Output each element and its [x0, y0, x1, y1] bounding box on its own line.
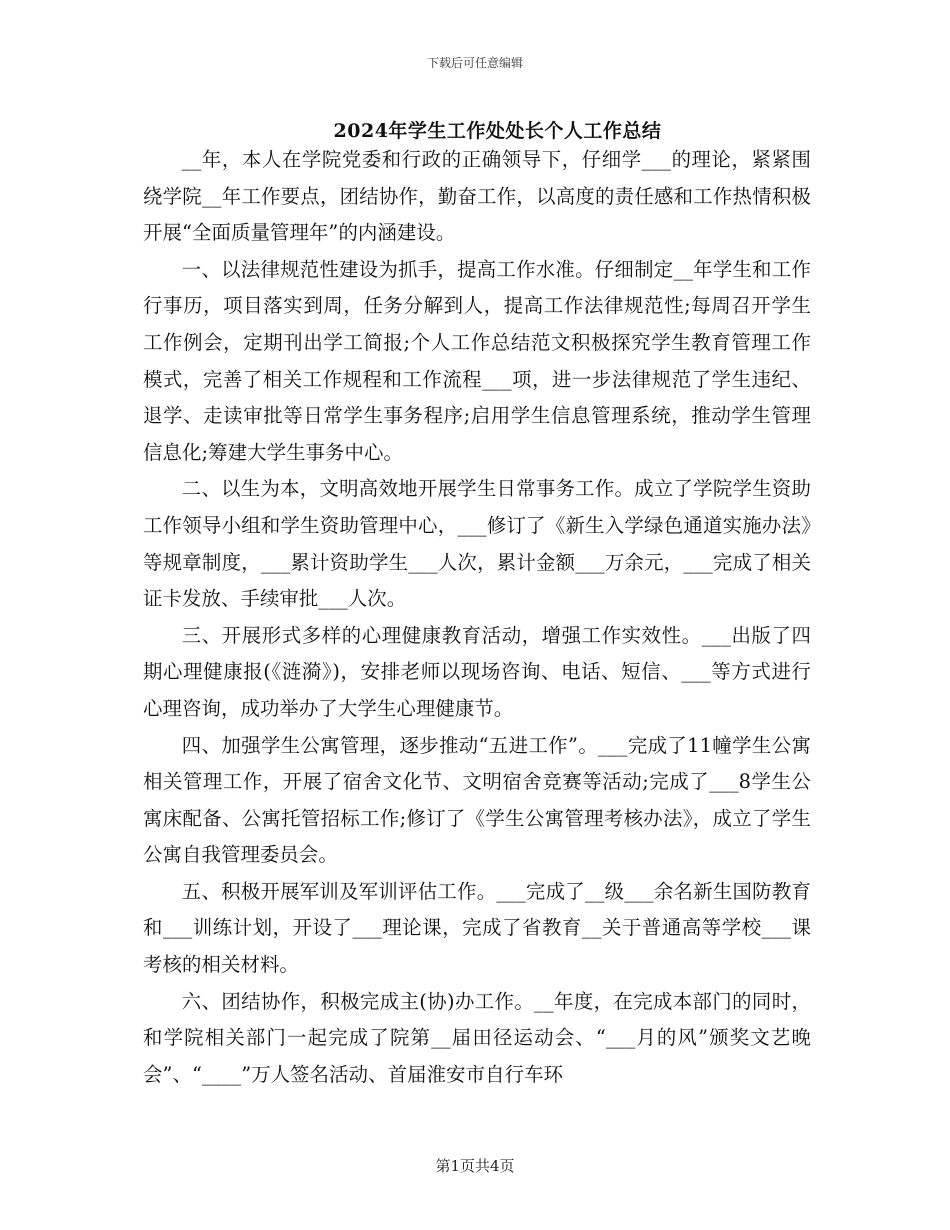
- paragraph: 一、以法律规范性建设为抓手，提高工作水准。仔细制定__年学生和工作行事历，项目落实到周，任务分解到人，提高工作法律规范性;每周召开学生工作例会，定期刊出学工简报;个人工作总结范文积极探究学生教育管理工作模式，完善了相关工作规程和工作流程___项，进一步法律规范了学生违纪、退学、走读审批等日常学生事务程序;启用学生信息管理系统，推动学生管理信息化;筹建大学生事务中心。: [143, 257, 811, 464]
- page-footer: 第1页共4页: [435, 1157, 515, 1175]
- document-title: 2024年学生工作处处长个人工作总结: [333, 120, 662, 142]
- paragraph: 二、以生为本，文明高效地开展学生日常事务工作。成立了学院学生资助工作领导小组和学生资助管理中心，___修订了《新生入学绿色通道实施办法》等规章制度，___累计资助学生___人次，累计金额___万余元，___完成了相关证卡发放、手续审批___人次。: [143, 477, 811, 611]
- document-body: [143, 142, 811, 1093]
- paragraph: 六、团结协作，积极完成主(协)办工作。__年度，在完成本部门的同时，和学院相关部门一起完成了院第__届田径运动会、“___月的风”颁奖文艺晚会”、“____”万人签名活动、首届淮安市自行车环: [143, 989, 811, 1086]
- paragraph: 四、加强学生公寓管理，逐步推动“五进工作”。___完成了11幢学生公寓相关管理工作，开展了宿舍文化节、文明宿舍竞赛等活动;完成了___8学生公寓床配备、公寓托管招标工作;修订了《学生公寓管理考核办法》，成立了学生公寓自我管理委员会。: [143, 733, 811, 867]
- paragraph: 三、开展形式多样的心理健康教育活动，增强工作实效性。___出版了四期心理健康报(《涟漪》)，安排老师以现场咨询、电话、短信、___等方式进行心理咨询，成功举办了大学生心理健康节。: [143, 623, 811, 720]
- paragraph: 五、积极开展军训及军训评估工作。___完成了__级___余名新生国防教育和___训练计划，开设了___理论课，完成了省教育__关于普通高等学校___课考核的相关材料。: [143, 879, 811, 977]
- header-note: 下载后可任意编辑: [426, 56, 523, 70]
- paragraph: __年，本人在学院党委和行政的正确领导下，仔细学___的理论，紧紧围绕学院__年工作要点，团结协作，勤奋工作，以高度的责任感和工作热情积极开展“全面质量管理年”的内涵建设。: [143, 148, 811, 245]
